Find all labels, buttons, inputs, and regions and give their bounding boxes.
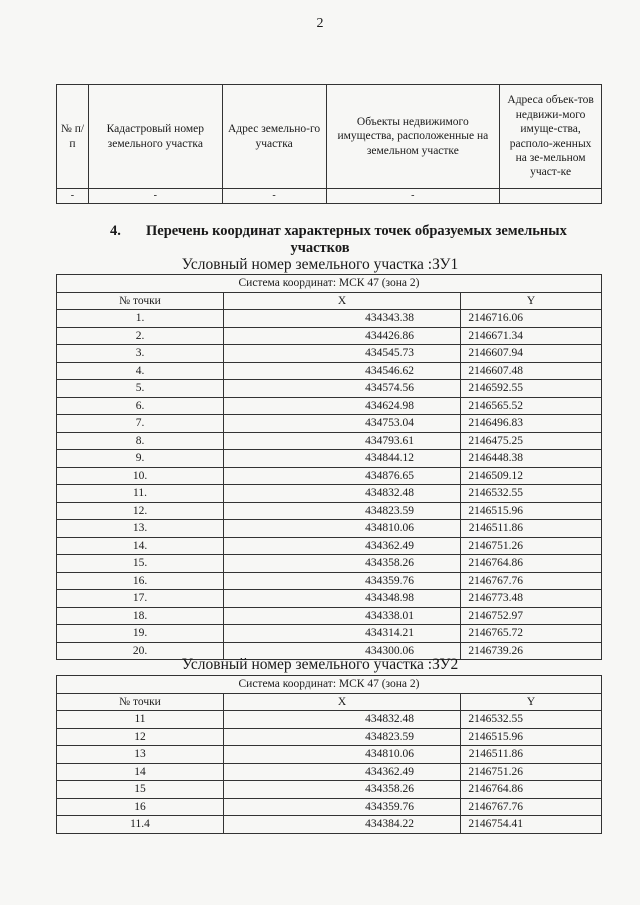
x-coordinate-cell: 434793.61 (224, 432, 461, 450)
x-coordinate-cell: 434359.76 (224, 572, 461, 590)
y-coordinate-cell: 2146532.55 (461, 485, 602, 503)
x-coordinate-cell: 434358.26 (224, 555, 461, 573)
x-coordinate-cell: 434876.65 (224, 467, 461, 485)
table-row (57, 537, 602, 555)
table-row (57, 711, 602, 729)
point-number-cell: 11 (57, 711, 224, 729)
point-number-cell: 20. (57, 642, 224, 660)
table-row (57, 728, 602, 746)
point-number-cell: 13. (57, 520, 224, 538)
point-number-cell: 14. (57, 537, 224, 555)
column-header-number: № п/п (57, 85, 89, 189)
x-coordinate-cell: 434300.06 (224, 642, 461, 660)
table-cell (500, 189, 602, 204)
point-number-cell: 1. (57, 310, 224, 328)
point-number-cell: 15. (57, 555, 224, 573)
table-row (57, 816, 602, 834)
column-header-point: № точки (57, 693, 224, 711)
table-row (57, 746, 602, 764)
table-cell: - (222, 189, 326, 204)
y-coordinate-cell: 2146448.38 (461, 450, 602, 468)
y-coordinate-cell: 2146716.06 (461, 310, 602, 328)
x-coordinate-cell: 434832.48 (224, 711, 461, 729)
y-coordinate-cell: 2146751.26 (461, 537, 602, 555)
x-coordinate-cell: 434426.86 (224, 327, 461, 345)
x-coordinate-cell: 434832.48 (224, 485, 461, 503)
x-coordinate-cell: 434823.59 (224, 502, 461, 520)
coordinate-system-row (57, 676, 602, 694)
table-row (57, 520, 602, 538)
y-coordinate-cell: 2146515.96 (461, 502, 602, 520)
point-number-cell: 14 (57, 763, 224, 781)
point-number-cell: 11. (57, 485, 224, 503)
y-coordinate-cell: 2146767.76 (461, 572, 602, 590)
point-number-cell: 4. (57, 362, 224, 380)
column-header-x: X (224, 693, 461, 711)
point-number-cell: 12 (57, 728, 224, 746)
x-coordinate-cell: 434823.59 (224, 728, 461, 746)
column-header-y: Y (461, 292, 602, 310)
x-coordinate-cell: 434810.06 (224, 520, 461, 538)
point-number-cell: 8. (57, 432, 224, 450)
y-coordinate-cell: 2146509.12 (461, 467, 602, 485)
y-coordinate-cell: 2146751.26 (461, 763, 602, 781)
y-coordinate-cell: 2146767.76 (461, 798, 602, 816)
table-row (57, 415, 602, 433)
point-number-cell: 6. (57, 397, 224, 415)
column-header-real-estate-objects: Объекты недвижимого имущества, расположенные на земельном участке (326, 85, 500, 189)
x-coordinate-cell: 434362.49 (224, 763, 461, 781)
y-coordinate-cell: 2146607.94 (461, 345, 602, 363)
point-number-cell: 17. (57, 590, 224, 608)
table-row (57, 798, 602, 816)
point-number-cell: 2. (57, 327, 224, 345)
table-row (57, 485, 602, 503)
x-coordinate-cell: 434343.38 (224, 310, 461, 328)
point-number-cell: 7. (57, 415, 224, 433)
table-header-row (57, 85, 602, 189)
x-coordinate-cell: 434844.12 (224, 450, 461, 468)
point-number-cell: 9. (57, 450, 224, 468)
table-row (57, 467, 602, 485)
y-coordinate-cell: 2146764.86 (461, 555, 602, 573)
table-row (57, 555, 602, 573)
y-coordinate-cell: 2146511.86 (461, 520, 602, 538)
y-coordinate-cell: 2146773.48 (461, 590, 602, 608)
coordinates-table-zu1 (56, 274, 602, 660)
point-number-cell: 3. (57, 345, 224, 363)
point-number-cell: 5. (57, 380, 224, 398)
table-row (57, 572, 602, 590)
coordinate-system-row (57, 275, 602, 293)
point-number-cell: 16. (57, 572, 224, 590)
x-coordinate-cell: 434574.56 (224, 380, 461, 398)
table-row (57, 327, 602, 345)
table-row (57, 362, 602, 380)
point-number-cell: 12. (57, 502, 224, 520)
coordinate-system-label: Система координат: МСК 47 (зона 2) (57, 275, 602, 293)
column-header-cadastral-number: Кадастровый номер земельного участка (88, 85, 222, 189)
x-coordinate-cell: 434545.73 (224, 345, 461, 363)
x-coordinate-cell: 434753.04 (224, 415, 461, 433)
x-coordinate-cell: 434358.26 (224, 781, 461, 799)
table-row (57, 502, 602, 520)
table-row (57, 345, 602, 363)
x-coordinate-cell: 434338.01 (224, 607, 461, 625)
y-coordinate-cell: 2146496.83 (461, 415, 602, 433)
table-row (57, 432, 602, 450)
coordinates-header-row (57, 693, 602, 711)
y-coordinate-cell: 2146592.55 (461, 380, 602, 398)
point-number-cell: 15 (57, 781, 224, 799)
table-cell: - (326, 189, 500, 204)
y-coordinate-cell: 2146511.86 (461, 746, 602, 764)
table-row (57, 763, 602, 781)
y-coordinate-cell: 2146764.86 (461, 781, 602, 799)
table-cell: - (57, 189, 89, 204)
x-coordinate-cell: 434624.98 (224, 397, 461, 415)
point-number-cell: 13 (57, 746, 224, 764)
y-coordinate-cell: 2146475.25 (461, 432, 602, 450)
table-row (57, 380, 602, 398)
column-header-x: X (224, 292, 461, 310)
section-title-line1: Перечень координат характерных точек образуемых земельных (146, 223, 567, 239)
x-coordinate-cell: 434546.62 (224, 362, 461, 380)
table-cell: - (88, 189, 222, 204)
x-coordinate-cell: 434348.98 (224, 590, 461, 608)
x-coordinate-cell: 434362.49 (224, 537, 461, 555)
property-objects-table (56, 84, 602, 204)
table-row (57, 625, 602, 643)
point-number-cell: 11.4 (57, 816, 224, 834)
column-header-object-addresses: Адреса объек-тов недвижи-мого имуще-ства, располо-женных на зе-мельном участ-ке (500, 85, 602, 189)
y-coordinate-cell: 2146532.55 (461, 711, 602, 729)
column-header-point: № точки (57, 292, 224, 310)
y-coordinate-cell: 2146739.26 (461, 642, 602, 660)
point-number-cell: 18. (57, 607, 224, 625)
x-coordinate-cell: 434359.76 (224, 798, 461, 816)
table-row (57, 397, 602, 415)
y-coordinate-cell: 2146565.52 (461, 397, 602, 415)
table-row (57, 189, 602, 204)
y-coordinate-cell: 2146752.97 (461, 607, 602, 625)
section-title-line2: участков (290, 240, 350, 256)
table-row (57, 310, 602, 328)
column-header-y: Y (461, 693, 602, 711)
coordinate-rows (57, 711, 602, 834)
coordinates-table-zu2 (56, 675, 602, 834)
y-coordinate-cell: 2146515.96 (461, 728, 602, 746)
table-row (57, 781, 602, 799)
plot-title-zu1: Условный номер земельного участка :ЗУ1 (181, 256, 459, 273)
plot-title-zu2: Условный номер земельного участка :ЗУ2 (181, 656, 459, 673)
y-coordinate-cell: 2146754.41 (461, 816, 602, 834)
y-coordinate-cell: 2146607.48 (461, 362, 602, 380)
point-number-cell: 10. (57, 467, 224, 485)
x-coordinate-cell: 434384.22 (224, 816, 461, 834)
table-row (57, 590, 602, 608)
y-coordinate-cell: 2146765.72 (461, 625, 602, 643)
coordinate-rows (57, 310, 602, 660)
section-number: 4. (110, 223, 121, 239)
point-number-cell: 16 (57, 798, 224, 816)
x-coordinate-cell: 434810.06 (224, 746, 461, 764)
coordinate-system-label: Система координат: МСК 47 (зона 2) (57, 676, 602, 694)
table-row (57, 607, 602, 625)
coordinates-header-row (57, 292, 602, 310)
x-coordinate-cell: 434314.21 (224, 625, 461, 643)
point-number-cell: 19. (57, 625, 224, 643)
page-number: 2 (316, 16, 324, 31)
y-coordinate-cell: 2146671.34 (461, 327, 602, 345)
table-row (57, 450, 602, 468)
column-header-plot-address: Адрес земельно-го участка (222, 85, 326, 189)
